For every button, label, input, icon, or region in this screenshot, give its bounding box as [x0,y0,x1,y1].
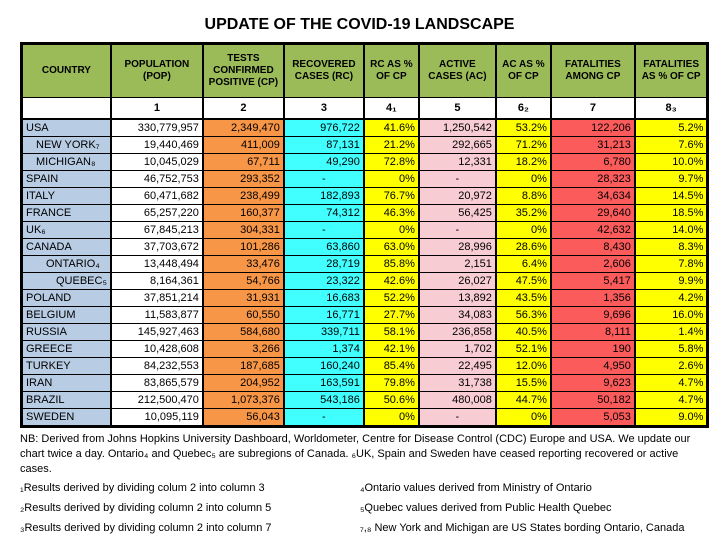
cell-cp: 101,286 [203,239,284,256]
header-cell-tests-confirmed-positive: TESTS CONFIRMED POSITIVE (CP) [203,44,284,98]
cell-rc: 74,312 [284,205,364,222]
column-number: 6₂ [496,98,551,120]
cell-fat: 4,950 [551,358,635,375]
cell-pop: 10,095,119 [111,409,203,427]
cell-ac: 236,858 [419,324,496,341]
cell-ac_pct: 6.4% [496,256,551,273]
header-cell-recovered-cases: RECOVERED CASES (RC) [284,44,364,98]
cell-rc: 16,683 [284,290,364,307]
cell-ac_pct: 0% [496,222,551,239]
cell-cp: 3,266 [203,341,284,358]
cell-ac_pct: 47.5% [496,273,551,290]
cell-rc: 543,186 [284,392,364,409]
cell-ac: 13,892 [419,290,496,307]
header-cell-population: POPULATION (POP) [111,44,203,98]
cell-fat: 34,634 [551,188,635,205]
cell-ac: 22,495 [419,358,496,375]
cell-fat: 5,417 [551,273,635,290]
cell-country: IRAN [22,375,111,392]
cell-rc: 63,860 [284,239,364,256]
cell-fat: 42,632 [551,222,635,239]
cell-fat: 8,111 [551,324,635,341]
cell-pop: 10,045,029 [111,154,203,171]
cell-fat: 5,053 [551,409,635,427]
table-row [22,290,708,307]
cell-rc_pct: 0% [364,171,419,188]
cell-pop: 10,428,608 [111,341,203,358]
cell-fat_pct: 14.0% [635,222,708,239]
cell-rc_pct: 85.8% [364,256,419,273]
cell-fat: 2,606 [551,256,635,273]
cell-pop: 13,448,494 [111,256,203,273]
cell-ac: 12,331 [419,154,496,171]
page-title: UPDATE OF THE COVID-19 LANDSCAPE [204,16,515,33]
cell-fat_pct: 14.5% [635,188,708,205]
table-row [22,358,708,375]
cell-rc_pct: 0% [364,409,419,427]
cell-rc_pct: 85.4% [364,358,419,375]
cell-cp: 293,352 [203,171,284,188]
cell-fat: 29,640 [551,205,635,222]
cell-cp: 584,680 [203,324,284,341]
column-number: 1 [111,98,203,120]
cell-country: FRANCE [22,205,111,222]
cell-ac: 292,665 [419,137,496,154]
cell-pop: 60,471,682 [111,188,203,205]
cell-rc: 16,771 [284,307,364,324]
cell-fat_pct: 5.2% [635,119,708,137]
cell-rc: 160,240 [284,358,364,375]
cell-rc: 87,131 [284,137,364,154]
cell-rc: 163,591 [284,375,364,392]
cell-rc_pct: 58.1% [364,324,419,341]
cell-rc_pct: 41.6% [364,119,419,137]
cell-pop: 65,257,220 [111,205,203,222]
cell-rc: - [284,222,364,239]
cell-country: SPAIN [22,171,111,188]
cell-rc_pct: 21.2% [364,137,419,154]
cell-ac: 34,083 [419,307,496,324]
cell-rc_pct: 42.6% [364,273,419,290]
cell-ac_pct: 52.1% [496,341,551,358]
table-row [22,188,708,205]
cell-rc_pct: 52.2% [364,290,419,307]
footnote-right: ₅Quebec values derived from Public Health Quebec [360,502,612,514]
cell-country: RUSSIA [22,324,111,341]
header-cell-country: COUNTRY [22,44,111,98]
cell-country: USA [22,119,111,137]
cell-cp: 60,550 [203,307,284,324]
cell-ac_pct: 40.5% [496,324,551,341]
cell-fat: 50,182 [551,392,635,409]
cell-ac: 28,996 [419,239,496,256]
cell-country: ITALY [22,188,111,205]
footer-notes [20,432,704,535]
cell-ac: 31,738 [419,375,496,392]
header-cell-ac-as-pct-of-cp: AC AS % OF CP [496,44,551,98]
cell-rc: - [284,171,364,188]
cell-ac: 1,702 [419,341,496,358]
column-number: 5 [419,98,496,120]
table-row [22,154,708,171]
table-row [22,137,708,154]
cell-fat: 122,206 [551,119,635,137]
footnote-left: ₂Results derived by dividing column 2 into column 5 [20,502,272,514]
cell-ac: 480,008 [419,392,496,409]
cell-cp: 187,685 [203,358,284,375]
cell-fat_pct: 5.8% [635,341,708,358]
cell-ac_pct: 0% [496,409,551,427]
cell-fat: 8,430 [551,239,635,256]
cell-cp: 56,043 [203,409,284,427]
header-cell-fatalities-among-cp: FATALITIES AMONG CP [551,44,635,98]
cell-pop: 330,779,957 [111,119,203,137]
cell-rc_pct: 72.8% [364,154,419,171]
cell-ac_pct: 35.2% [496,205,551,222]
cell-cp: 204,952 [203,375,284,392]
cell-fat: 190 [551,341,635,358]
cell-cp: 31,931 [203,290,284,307]
cell-pop: 83,865,579 [111,375,203,392]
cell-fat_pct: 2.6% [635,358,708,375]
cell-country: NEW YORK₇ [22,137,111,154]
cell-ac: 26,027 [419,273,496,290]
table-row [22,307,708,324]
cell-country: TURKEY [22,358,111,375]
cell-rc: 28,719 [284,256,364,273]
cell-fat_pct: 9.0% [635,409,708,427]
column-number: 3 [284,98,364,120]
cell-country: CANADA [22,239,111,256]
cell-fat_pct: 16.0% [635,307,708,324]
cell-fat: 9,623 [551,375,635,392]
cell-pop: 84,232,553 [111,358,203,375]
cell-rc_pct: 79.8% [364,375,419,392]
column-number [22,98,111,120]
cell-fat_pct: 4.7% [635,392,708,409]
cell-country: MICHIGAN₈ [22,154,111,171]
cell-country: UK₆ [22,222,111,239]
cell-cp: 160,377 [203,205,284,222]
cell-ac: 20,972 [419,188,496,205]
table-row [22,119,708,137]
footnotes [20,482,704,535]
cell-rc: 49,290 [284,154,364,171]
cell-ac: - [419,222,496,239]
cell-fat: 9,696 [551,307,635,324]
cell-ac_pct: 56.3% [496,307,551,324]
cell-fat: 28,323 [551,171,635,188]
cell-pop: 212,500,470 [111,392,203,409]
cell-ac: - [419,409,496,427]
cell-pop: 19,440,469 [111,137,203,154]
cell-pop: 8,164,361 [111,273,203,290]
cell-pop: 67,845,213 [111,222,203,239]
cell-fat_pct: 7.8% [635,256,708,273]
cell-fat_pct: 4.7% [635,375,708,392]
cell-fat: 6,780 [551,154,635,171]
cell-rc: 182,893 [284,188,364,205]
cell-rc_pct: 50.6% [364,392,419,409]
footnote-left: ₃Results derived by dividing column 2 into column 7 [20,522,272,534]
cell-ac_pct: 8.8% [496,188,551,205]
cell-ac_pct: 0% [496,171,551,188]
cell-fat_pct: 8.3% [635,239,708,256]
table-row [22,392,708,409]
cell-fat_pct: 1.4% [635,324,708,341]
table-row [22,222,708,239]
cell-cp: 2,349,470 [203,119,284,137]
column-number: 7 [551,98,635,120]
cell-ac_pct: 12.0% [496,358,551,375]
cell-cp: 1,073,376 [203,392,284,409]
cell-rc_pct: 46.3% [364,205,419,222]
column-number: 8₃ [635,98,708,120]
column-number: 4₁ [364,98,419,120]
cell-cp: 411,009 [203,137,284,154]
cell-rc: 1,374 [284,341,364,358]
cell-pop: 46,752,753 [111,171,203,188]
cell-rc: 23,322 [284,273,364,290]
footnote-right: ₇,₈ New York and Michigan are US States bording Ontario, Canada [360,522,685,534]
table-body [22,119,708,427]
cell-fat_pct: 7.6% [635,137,708,154]
cell-fat_pct: 18.5% [635,205,708,222]
cell-rc_pct: 76.7% [364,188,419,205]
cell-ac_pct: 53.2% [496,119,551,137]
cell-ac: 56,425 [419,205,496,222]
cell-fat_pct: 4.2% [635,290,708,307]
footnote-left: ₁Results derived by dividing colum 2 into column 3 [20,482,265,494]
cell-fat_pct: 9.7% [635,171,708,188]
cell-country: POLAND [22,290,111,307]
cell-ac_pct: 15.5% [496,375,551,392]
cell-ac_pct: 44.7% [496,392,551,409]
page [0,16,719,535]
table-row [22,239,708,256]
header-cell-fatalities-as-pct-of-cp: FATALITIES AS % OF CP [635,44,708,98]
cell-cp: 304,331 [203,222,284,239]
cell-country: SWEDEN [22,409,111,427]
cell-rc_pct: 42.1% [364,341,419,358]
cell-cp: 238,499 [203,188,284,205]
nb-note: NB: Derived from Johns Hopkins University Dashboard, Worldometer, Centre for Disease Control (CDC) Europe and USA. We update our chart twice a day. Ontario₄ and Quebec₅ are subregions of Canada. ₆UK, Spain and Sweden have ceased reporting recovered or active cases. [20,433,691,475]
covid-table [20,42,709,428]
cell-rc_pct: 63.0% [364,239,419,256]
header-row [22,44,708,98]
cell-ac_pct: 43.5% [496,290,551,307]
cell-rc: - [284,409,364,427]
cell-rc_pct: 0% [364,222,419,239]
cell-ac_pct: 18.2% [496,154,551,171]
cell-country: BELGIUM [22,307,111,324]
cell-cp: 67,711 [203,154,284,171]
cell-pop: 37,703,672 [111,239,203,256]
table-row [22,324,708,341]
table-row [22,273,708,290]
cell-cp: 33,476 [203,256,284,273]
table-row [22,256,708,273]
cell-ac: - [419,171,496,188]
cell-ac_pct: 28.6% [496,239,551,256]
cell-pop: 37,851,214 [111,290,203,307]
table-row [22,409,708,427]
cell-country: GREECE [22,341,111,358]
cell-fat_pct: 10.0% [635,154,708,171]
cell-rc_pct: 27.7% [364,307,419,324]
column-number: 2 [203,98,284,120]
cell-pop: 11,583,877 [111,307,203,324]
table-row [22,171,708,188]
cell-rc: 339,711 [284,324,364,341]
cell-pop: 145,927,463 [111,324,203,341]
column-number-row [22,98,708,120]
cell-fat: 31,213 [551,137,635,154]
cell-fat: 1,356 [551,290,635,307]
table-row [22,375,708,392]
footnote-right: ₄Ontario values derived from Ministry of Ontario [360,482,592,494]
cell-rc: 976,722 [284,119,364,137]
cell-cp: 54,766 [203,273,284,290]
cell-fat_pct: 9.9% [635,273,708,290]
cell-ac_pct: 71.2% [496,137,551,154]
cell-country: BRAZIL [22,392,111,409]
cell-country: QUEBEC₅ [22,273,111,290]
cell-ac: 2,151 [419,256,496,273]
table-row [22,205,708,222]
table-row [22,341,708,358]
header-cell-rc-as-pct-of-cp: RC AS % OF CP [364,44,419,98]
cell-country: ONTARIO₄ [22,256,111,273]
cell-ac: 1,250,542 [419,119,496,137]
header-cell-active-cases: ACTIVE CASES (AC) [419,44,496,98]
